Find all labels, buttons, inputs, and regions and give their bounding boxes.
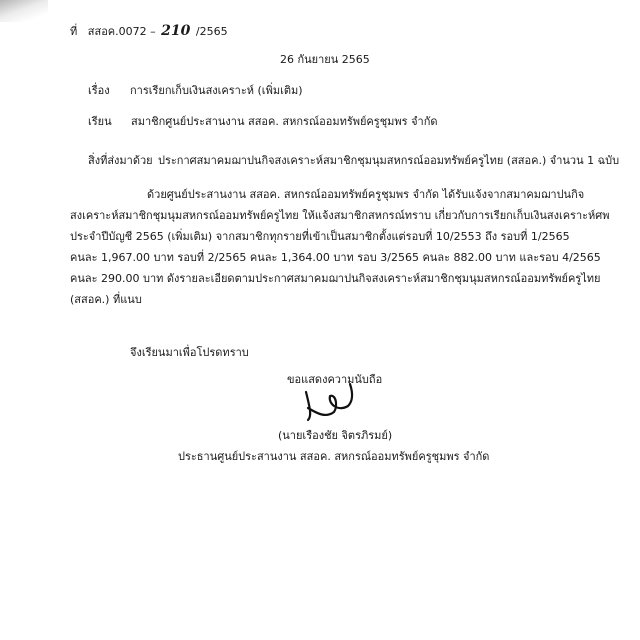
scan-smudge <box>0 0 48 22</box>
signer-name: (นายเรืองชัย จิตรภิรมย์) <box>278 429 393 442</box>
body-line: (สสอค.) ที่แนบ <box>70 293 142 306</box>
closing-text: จึงเรียนมาเพื่อโปรดทราบ <box>130 346 249 359</box>
body-line: คนละ 1,967.00 บาท รอบที่ 2/2565 คนละ 1,364.00 บาท รอบ 3/2565 คนละ 882.00 บาท และรอบ 4/2565 <box>70 251 601 264</box>
body-line: ประจำปีบัญชี 2565 (เพิ่มเติม) จากสมาชิกทุกรายที่เข้าเป็นสมาชิกตั้งแต่รอบที่ 10/2553 ถึง รอบที่ 1/2565 <box>70 230 570 243</box>
reference-suffix: /2565 <box>195 25 228 38</box>
recipient-label: เรียน <box>88 115 112 128</box>
body-line: สงเคราะห์สมาชิกชุมนุมสหกรณ์ออมทรัพย์ครูไทย ให้แจ้งสมาชิกสหกรณ์ทราบ เกี่ยวกับการเรียกเก็บเงินสงเคราะห์ศพ <box>70 209 610 222</box>
signer-position: ประธานศูนย์ประสานงาน สสอค. สหกรณ์ออมทรัพย์ครูชุมพร จำกัด <box>178 450 490 463</box>
reference-number <box>70 24 228 38</box>
reference-prefix: สสอค.0072 – <box>87 25 156 38</box>
enclosure-text: ประกาศสมาคมฌาปนกิจสงเคราะห์สมาชิกชุมนุมสหกรณ์ออมทรัพย์ครูไทย (สสอค.) จำนวน 1 ฉบับ <box>158 154 620 167</box>
reference-label: ที่ <box>70 25 78 38</box>
subject-label: เรื่อง <box>88 84 110 97</box>
subject-text: การเรียกเก็บเงินสงเคราะห์ (เพิ่มเติม) <box>130 84 303 97</box>
regards-text: ขอแสดงความนับถือ <box>287 373 383 386</box>
letter-body <box>70 184 610 310</box>
handwritten-signature <box>300 378 360 424</box>
reference-handwritten-number: 210 <box>161 23 191 39</box>
body-line: คนละ 290.00 บาท ดังรายละเอียดตามประกาศสมาคมฌาปนกิจสงเคราะห์สมาชิกชุมนุมสหกรณ์ออมทรัพย์ครูไทย <box>70 272 601 285</box>
recipient-text: สมาชิกศูนย์ประสานงาน สสอค. สหกรณ์ออมทรัพย์ครูชุมพร จำกัด <box>131 115 438 128</box>
letter-date: 26 กันยายน 2565 <box>280 53 370 66</box>
enclosure-label: สิ่งที่ส่งมาด้วย <box>88 154 153 167</box>
body-line: ด้วยศูนย์ประสานงาน สสอค. สหกรณ์ออมทรัพย์ครูชุมพร จำกัด ได้รับแจ้งจากสมาคมฌาปนกิจ <box>147 188 585 201</box>
